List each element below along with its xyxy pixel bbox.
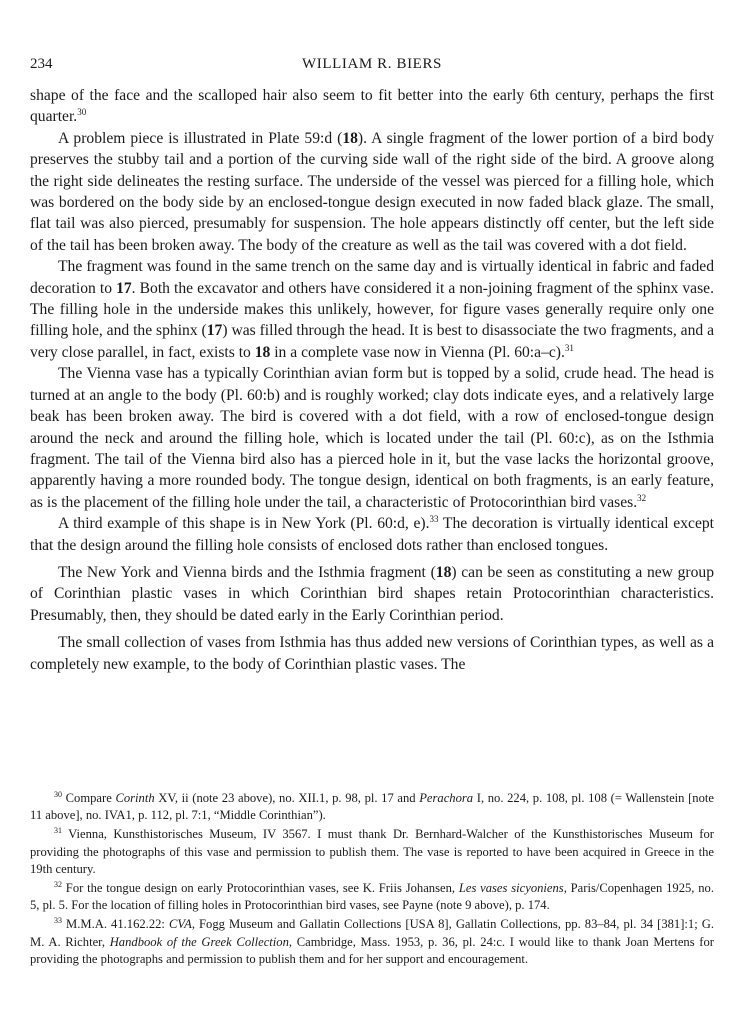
paragraph-6: The New York and Vienna birds and the Isthmia fragment (18) can be seen as constituting a new group of Corinthian plastic vases in which Corinthian bird shapes retain Protocorinthian characteristics. Presumably, then, they should be dated early in the Early Corinthian period. xyxy=(30,563,714,624)
footnote-32: $^{32}$ For the tongue design on early Protocorinthian vases, see K. Friis Johansen, Les vases sicyoniens, Paris/Copenhagen 1925, no. 5, pl. 5. For the location of filling holes in Protocorinthian bird vases, see Payne (note 9 above), p. 174. xyxy=(30,879,714,913)
paragraph-1: shape of the face and the scalloped hair also seem to fit better into the early 6th century, perhaps the first quarter.$^{30}$ xyxy=(30,87,714,126)
catalog-ref-18: 18 xyxy=(342,129,358,147)
paragraph-5: A third example of this shape is in New York (Pl. 60:d, e).$^{33}$ The decoration is virtually identical except that the design around the filling hole consists of enclosed dots rather than enclosed tongues. xyxy=(30,513,714,554)
catalog-ref-18: 18 xyxy=(435,563,452,581)
body-text xyxy=(30,85,714,675)
footnote-ref-33: 33 xyxy=(429,513,439,524)
page-header xyxy=(30,53,714,75)
journal-page xyxy=(30,0,714,1024)
footnote-30: $^{30}$ Compare Corinth XV, ii (note 23 above), no. XII.1, p. 98, pl. 17 and Perachora I, no. 224, p. 108, pl. 108 (= Wallenstein [note 11 above], no. IVA1, p. 112, pl. 7:1, “Middle Corinthian”). xyxy=(30,789,714,823)
catalog-ref-17: 17 xyxy=(116,279,132,297)
paragraph-2: A problem piece is illustrated in Plate 59:d (18). A single fragment of the lower portion of a bird body preserves the stubby tail and a portion of the curving side wall of the right side of the bird. A groove along the right side delineates the resting surface. The underside of the vessel was pierced for a filling hole, which was bordered on the body side by an enclosed-tongue design executed in now faded black glaze. The small, flat tail was also pierced, presumably for suspension. The hole appears distinctly off center, but the left side of the tail has been broken away. The body of the creature as well as the tail was covered with a dot field. xyxy=(30,129,714,254)
paragraph-4: The Vienna vase has a typically Corinthian avian form but is topped by a solid, crude head. The head is turned at an angle to the body (Pl. 60:b) and is roughly worked; clay dots indicate eyes, and a relatively large beak has been broken away. The bird is covered with a dot field, with a row of enclosed-tongue design around the neck and around the filling hole, which is located under the tail (Pl. 60:c), as on the Isthmia fragment. The tail of the Vienna bird also has a pierced hole in it, but the vase lacks the horizontal groove, apparently having a more rounded body. The tongue design, identical on both fragments, is an early feature, as is the placement of the filling hole under the tail, a characteristic of Protocorinthian bird vases.$^{32}$ xyxy=(30,365,714,511)
paragraph-7: The small collection of vases from Isthmia has thus added new versions of Corinthian types, as well as a completely new example, to the body of Corinthian plastic vases. The xyxy=(30,634,714,673)
footnote-ref-32: 32 xyxy=(637,492,647,503)
running-head: WILLIAM R. BIERS xyxy=(301,56,442,72)
footnote-33: $^{33}$ M.M.A. 41.162.22: CVA, Fogg Museum and Gallatin Collections [USA 8], Gallatin Collections, pp. 83–84, pl. 34 [381]:1; G. M. A. Richter, Handbook of the Greek Collection, Cambridge, Mass. 1953, p. 36, pl. 24:c. I would like to thank Joan Mertens for providing the photographs and permission to publish them and for her support and encouragement. xyxy=(30,916,714,966)
catalog-ref-18: 18 xyxy=(254,343,271,361)
paragraph-3: The fragment was found in the same trench on the same day and is virtually identical in fabric and faded decoration to 17. Both the excavator and others have considered it a non-joining fragment of the sphinx vase. The filling hole in the underside makes this unlikely, however, for figure vases generally require only one filling hole, and the sphinx (17) was filled through the head. It is best to disassociate the two fragments, and a very close parallel, in fact, exists to 18 in a complete vase now in Vienna (Pl. 60:a–c).$^{31}$ xyxy=(30,258,714,361)
footnote-31: $^{31}$ Vienna, Kunsthistorisches Museum, IV 3567. I must thank Dr. Bernhard-Walcher of the Kunsthistorisches Museum for providing the photographs of this vase and permission to publish them. The vase is reported to have been acquired in Greece in the 19th century. xyxy=(30,826,714,876)
footnote-ref-30: 30 xyxy=(77,107,87,118)
page-number: 234 xyxy=(30,56,53,72)
footnotes xyxy=(30,790,714,970)
catalog-ref-17: 17 xyxy=(206,322,223,340)
footnote-ref-31: 31 xyxy=(564,342,574,353)
